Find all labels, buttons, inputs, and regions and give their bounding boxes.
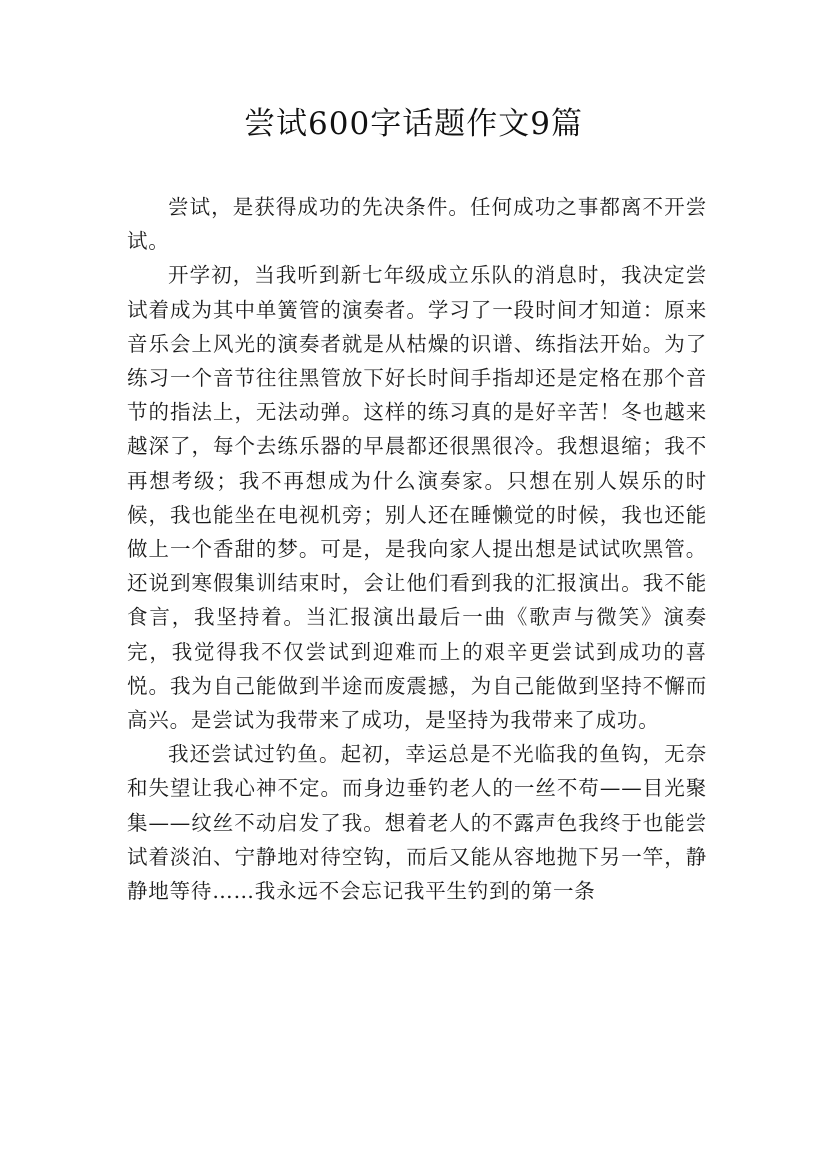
paragraph-2: 开学初，当我听到新七年级成立乐队的消息时，我决定尝试着成为其中单簧管的演奏者。学习了一段时间才知道：原来音乐会上风光的演奏者就是从枯燥的识谱、练指法开始。为了练习一个音节往往黑管放下好长时间手指却还是定格在那个音节的指法上，无法动弹。这样的练习真的是好辛苦！冬也越来越深了，每个去练乐器的早晨都还很黑很冷。我想退缩；我不再想考级；我不再想成为什么演奏家。只想在别人娱乐的时候，我也能坐在电视机旁；别人还在睡懒觉的时候，我也还能做上一个香甜的梦。可是，是我向家人提出想是试试吹黑管。还说到寒假集训结束时，会让他们看到我的汇报演出。我不能食言，我坚持着。当汇报演出最后一曲《歌声与微笑》演奏完，我觉得我不仅尝试到迎难而上的艰辛更尝试到成功的喜悦。我为自己能做到半途而废震撼，为自己能做到坚持不懈而高兴。是尝试为我带来了成功，是坚持为我带来了成功。 [127, 263, 707, 733]
document-title: 尝试600字话题作文9篇 [244, 106, 583, 142]
document-body [127, 190, 707, 908]
paragraph-1: 尝试，是获得成功的先决条件。任何成功之事都离不开尝试。 [127, 195, 707, 254]
paragraph-3: 我还尝试过钓鱼。起初，幸运总是不光临我的鱼钩，无奈和失望让我心神不定。而身边垂钓老人的一丝不苟——目光聚集——纹丝不动启发了我。想着老人的不露声色我终于也能尝试着淡泊、宁静地对待空钩，而后又能从容地抛下另一竿，静静地等待……我永远不会忘记我平生钓到的第一条 [127, 742, 707, 904]
